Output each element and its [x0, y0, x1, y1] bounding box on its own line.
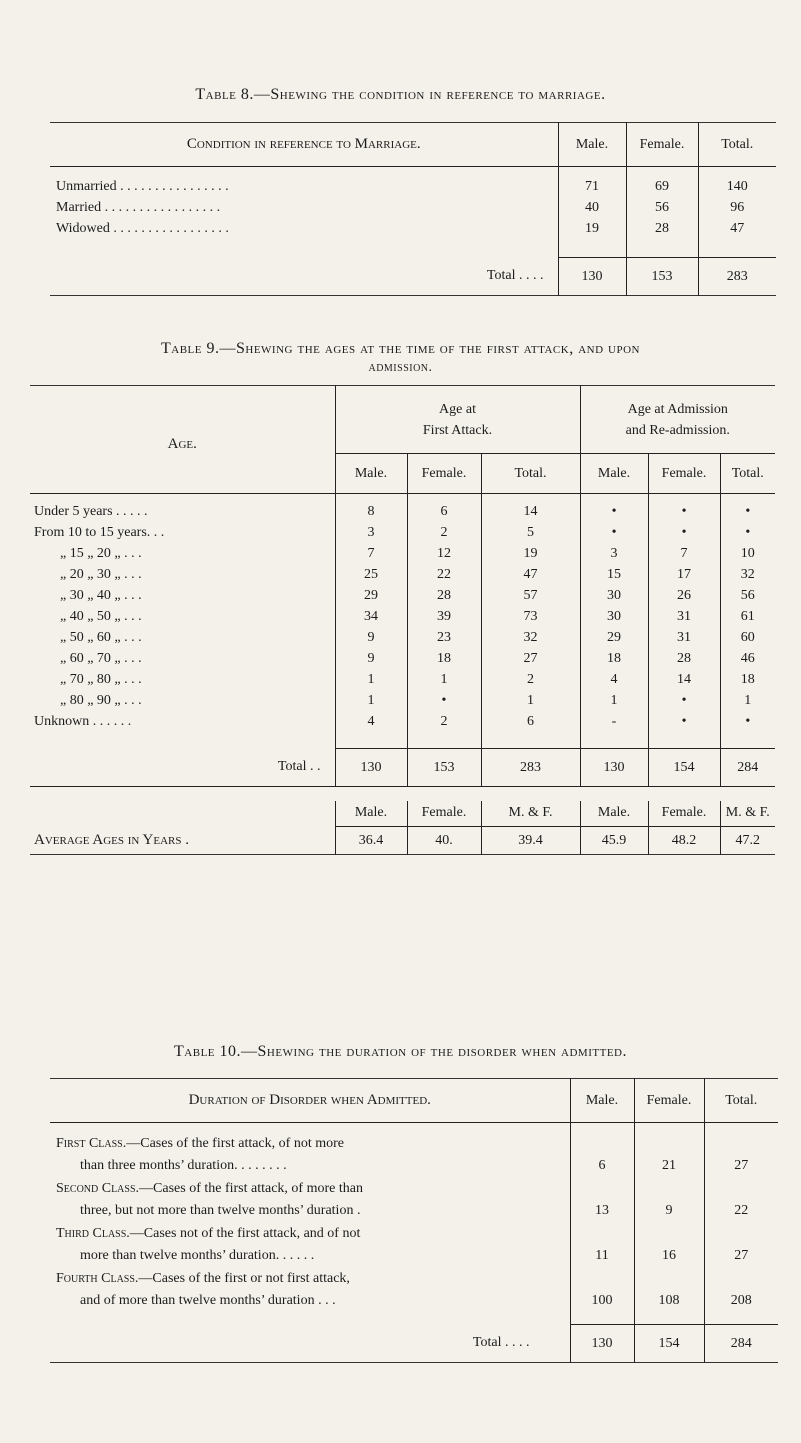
table-row: [30, 712, 775, 733]
table-cell: •: [720, 712, 775, 733]
class-description-line-2: three, but not more than twelve months’ duration .: [80, 1203, 361, 1218]
total-male: 130: [558, 258, 626, 296]
table-row: [30, 649, 775, 670]
total-total: 283: [698, 258, 776, 296]
avg-female: 40.: [407, 827, 481, 855]
table-cell: •: [648, 502, 720, 523]
table-row: [50, 1155, 778, 1178]
table-cell: 6: [407, 502, 481, 523]
caption-line-2: admission.: [368, 360, 433, 375]
adm-female-header: Female.: [648, 454, 720, 494]
table-row: [30, 691, 775, 712]
age-range-label: „ 60 „ 70 „ . . .: [60, 651, 142, 666]
table-8-header-row: [50, 123, 776, 167]
total-first-total: 283: [481, 749, 580, 787]
table-9: [30, 385, 775, 855]
cell-total: 27: [704, 1155, 778, 1178]
table-cell: 4: [335, 712, 407, 733]
table-cell: 3: [580, 544, 648, 565]
cell-male: 13: [570, 1200, 634, 1223]
table-cell: 1: [580, 691, 648, 712]
table-cell: •: [720, 502, 775, 523]
table-cell: 9: [335, 628, 407, 649]
table-cell: 60: [720, 628, 775, 649]
total-first-female: 153: [407, 749, 481, 787]
table-cell: 61: [720, 607, 775, 628]
total-header: Total.: [704, 1079, 778, 1123]
total-label: Total . . . .: [486, 268, 544, 284]
class-description: —Cases of the first attack, of not more: [126, 1135, 344, 1151]
table-cell: 18: [407, 649, 481, 670]
cell-male: 100: [570, 1290, 634, 1313]
caption-text: Table 10.—Shewing the duration of the disorder when admitted.: [174, 1043, 627, 1060]
table-cell: 2: [407, 712, 481, 733]
cell-female: 21: [634, 1155, 704, 1178]
average-header-row: [30, 801, 775, 827]
female-header: Female.: [626, 123, 698, 167]
table-cell: •: [580, 523, 648, 544]
class-heading: Fourth Class.: [56, 1270, 139, 1286]
table-row: [30, 607, 775, 628]
age-range-label: „ 70 „ 80 „ . . .: [60, 672, 142, 687]
caption-text: Table 8.—Shewing the condition in reference to marriage.: [195, 86, 606, 103]
class-description-line-1: [50, 1223, 570, 1245]
table-cell: 2: [407, 523, 481, 544]
class-description-line-2: more than twelve months’ duration. . . . . .: [80, 1248, 315, 1263]
table-10-header-row: [50, 1079, 778, 1123]
table-cell: 25: [335, 565, 407, 586]
table-cell: 56: [720, 586, 775, 607]
table-cell: 28: [648, 649, 720, 670]
table-cell: 32: [720, 565, 775, 586]
table-row: [50, 1133, 778, 1155]
avg-adm-female-header: Female.: [648, 801, 720, 827]
table-cell: 31: [648, 628, 720, 649]
cell-female: 16: [634, 1245, 704, 1268]
table-8-caption: [0, 86, 801, 104]
age-range-label: Unknown . . . . . .: [34, 714, 132, 729]
cell-female: 108: [634, 1290, 704, 1313]
table-cell: 15: [580, 565, 648, 586]
table-cell: 7: [335, 544, 407, 565]
first-female-header: Female.: [407, 454, 481, 494]
total-adm-total: 284: [720, 749, 775, 787]
cell-male: 40: [558, 198, 626, 219]
cell-female: 9: [634, 1200, 704, 1223]
average-ages-label: Average Ages in Years .: [34, 831, 189, 848]
total-header: Total.: [698, 123, 776, 167]
table-cell: 28: [407, 586, 481, 607]
table-row: [50, 219, 776, 240]
table-row: [50, 198, 776, 219]
cell-total: 208: [704, 1290, 778, 1313]
table-cell: 1: [335, 670, 407, 691]
adm-total-header: Total.: [720, 454, 775, 494]
table-cell: 1: [720, 691, 775, 712]
total-first-male: 130: [335, 749, 407, 787]
total-female: 154: [634, 1325, 704, 1363]
table-cell: •: [648, 712, 720, 733]
table-10-total-row: [50, 1325, 778, 1363]
table-cell: 1: [407, 670, 481, 691]
age-range-label: „ 50 „ 60 „ . . .: [60, 630, 142, 645]
cell-total: 27: [704, 1245, 778, 1268]
table-cell: 8: [335, 502, 407, 523]
table-cell: 1: [335, 691, 407, 712]
class-heading: First Class.: [56, 1135, 127, 1151]
avg-male-header: Male.: [335, 801, 407, 827]
age-range-label: „ 80 „ 90 „ . . .: [60, 693, 142, 708]
table-cell: 30: [580, 607, 648, 628]
table-row: [30, 670, 775, 691]
table-cell: 26: [648, 586, 720, 607]
table-row: [30, 502, 775, 523]
row-label: Unmarried . . . . . . . . . . . . . . . .: [56, 179, 229, 194]
total-male: 130: [570, 1325, 634, 1363]
table-row: [30, 586, 775, 607]
class-description-line-1: [50, 1268, 570, 1290]
first-attack-header: [335, 386, 580, 454]
class-heading: Second Class.: [56, 1180, 140, 1196]
table-row: [50, 1245, 778, 1268]
cell-female: 56: [626, 198, 698, 219]
table-cell: 34: [335, 607, 407, 628]
table-row: [50, 1290, 778, 1313]
table-cell: 14: [648, 670, 720, 691]
table-8-total-row: [50, 258, 776, 296]
avg-mf-header: M. & F.: [481, 801, 580, 827]
condition-header: Condition in reference to Marriage.: [50, 123, 558, 167]
total-total: 284: [704, 1325, 778, 1363]
table-cell: -: [580, 712, 648, 733]
table-row: [50, 177, 776, 198]
age-range-label: „ 30 „ 40 „ . . .: [60, 588, 142, 603]
table-cell: 31: [648, 607, 720, 628]
table-9-total-row: [30, 749, 775, 787]
table-cell: 9: [335, 649, 407, 670]
total-adm-female: 154: [648, 749, 720, 787]
cell-total: 47: [698, 219, 776, 240]
table-cell: 32: [481, 628, 580, 649]
cell-female: 69: [626, 177, 698, 198]
adm-male-header: Male.: [580, 454, 648, 494]
table-row: [30, 628, 775, 649]
age-range-label: „ 15 „ 20 „ . . .: [60, 546, 142, 561]
average-ages-row: [30, 827, 775, 855]
table-row: [50, 1223, 778, 1245]
table-cell: 39: [407, 607, 481, 628]
table-cell: 12: [407, 544, 481, 565]
avg-female-header: Female.: [407, 801, 481, 827]
table-cell: •: [580, 502, 648, 523]
table-cell: 4: [580, 670, 648, 691]
table-cell: 10: [720, 544, 775, 565]
table-cell: •: [407, 691, 481, 712]
table-row: [30, 544, 775, 565]
admission-header: [580, 386, 775, 454]
first-attack-header-line2: First Attack.: [422, 422, 493, 438]
table-8: [50, 122, 776, 296]
table-cell: 14: [481, 502, 580, 523]
table-cell: 29: [580, 628, 648, 649]
table-cell: 57: [481, 586, 580, 607]
class-description: —Cases of the first or not first attack,: [138, 1270, 350, 1286]
cell-male: 6: [570, 1155, 634, 1178]
table-row: [50, 1268, 778, 1290]
first-total-header: Total.: [481, 454, 580, 494]
class-heading: Third Class.: [56, 1225, 130, 1241]
cell-male: 11: [570, 1245, 634, 1268]
admission-header-line2: and Re-admission.: [625, 422, 730, 438]
cell-total: 140: [698, 177, 776, 198]
female-header: Female.: [634, 1079, 704, 1123]
class-description-line-1: [50, 1133, 570, 1155]
first-attack-header-line1: Age at: [439, 401, 476, 417]
avg-adm-male-header: Male.: [580, 801, 648, 827]
table-cell: •: [720, 523, 775, 544]
first-male-header: Male.: [335, 454, 407, 494]
table-cell: 17: [648, 565, 720, 586]
table-row: [50, 1200, 778, 1223]
table-cell: 23: [407, 628, 481, 649]
total-label: Total . .: [277, 759, 321, 775]
cell-total: 96: [698, 198, 776, 219]
caption-line-1: Table 9.—Shewing the ages at the time of the first attack, and upon: [161, 340, 640, 357]
avg-male: 36.4: [335, 827, 407, 855]
class-description-line-1: [50, 1178, 570, 1200]
table-cell: •: [648, 523, 720, 544]
table-cell: 22: [407, 565, 481, 586]
table-cell: 7: [648, 544, 720, 565]
table-9-caption: [0, 340, 801, 376]
table-cell: 2: [481, 670, 580, 691]
table-cell: •: [648, 691, 720, 712]
cell-male: 19: [558, 219, 626, 240]
cell-male: 71: [558, 177, 626, 198]
age-header: [30, 386, 335, 494]
row-label: Married . . . . . . . . . . . . . . . . .: [56, 200, 221, 215]
table-cell: 1: [481, 691, 580, 712]
table-10: [50, 1078, 778, 1363]
table-cell: 18: [580, 649, 648, 670]
table-cell: 6: [481, 712, 580, 733]
total-female: 153: [626, 258, 698, 296]
age-header-text: Age.: [167, 436, 197, 452]
avg-adm-mf-header: M. & F.: [720, 801, 775, 827]
avg-mf: 39.4: [481, 827, 580, 855]
cell-total: 22: [704, 1200, 778, 1223]
table-cell: 47: [481, 565, 580, 586]
duration-header: Duration of Disorder when Admitted.: [50, 1079, 570, 1123]
table-row: [30, 565, 775, 586]
total-adm-male: 130: [580, 749, 648, 787]
age-range-label: From 10 to 15 years. . .: [34, 525, 165, 540]
class-description: —Cases of the first attack, of more than: [139, 1180, 363, 1196]
age-range-label: Under 5 years . . . . .: [34, 504, 148, 519]
row-label: Widowed . . . . . . . . . . . . . . . . .: [56, 221, 229, 236]
male-header: Male.: [570, 1079, 634, 1123]
table-10-caption: [0, 1043, 801, 1061]
table-cell: 73: [481, 607, 580, 628]
class-description: —Cases not of the first attack, and of not: [129, 1225, 361, 1241]
avg-adm-mf: 47.2: [720, 827, 775, 855]
table-cell: 19: [481, 544, 580, 565]
table-row: [30, 523, 775, 544]
avg-adm-male: 45.9: [580, 827, 648, 855]
avg-adm-female: 48.2: [648, 827, 720, 855]
class-description-line-2: than three months’ duration. . . . . . . .: [80, 1158, 287, 1173]
table-9-group-header-row: [30, 386, 775, 454]
age-range-label: „ 20 „ 30 „ . . .: [60, 567, 142, 582]
table-cell: 18: [720, 670, 775, 691]
class-description-line-2: and of more than twelve months’ duration . . .: [80, 1293, 336, 1308]
table-cell: 5: [481, 523, 580, 544]
table-cell: 3: [335, 523, 407, 544]
table-cell: 29: [335, 586, 407, 607]
admission-header-line1: Age at Admission: [627, 401, 728, 417]
cell-female: 28: [626, 219, 698, 240]
total-label: Total . . . .: [472, 1335, 530, 1351]
table-cell: 46: [720, 649, 775, 670]
male-header: Male.: [558, 123, 626, 167]
table-cell: 30: [580, 586, 648, 607]
table-cell: 27: [481, 649, 580, 670]
age-range-label: „ 40 „ 50 „ . . .: [60, 609, 142, 624]
table-row: [50, 1178, 778, 1200]
